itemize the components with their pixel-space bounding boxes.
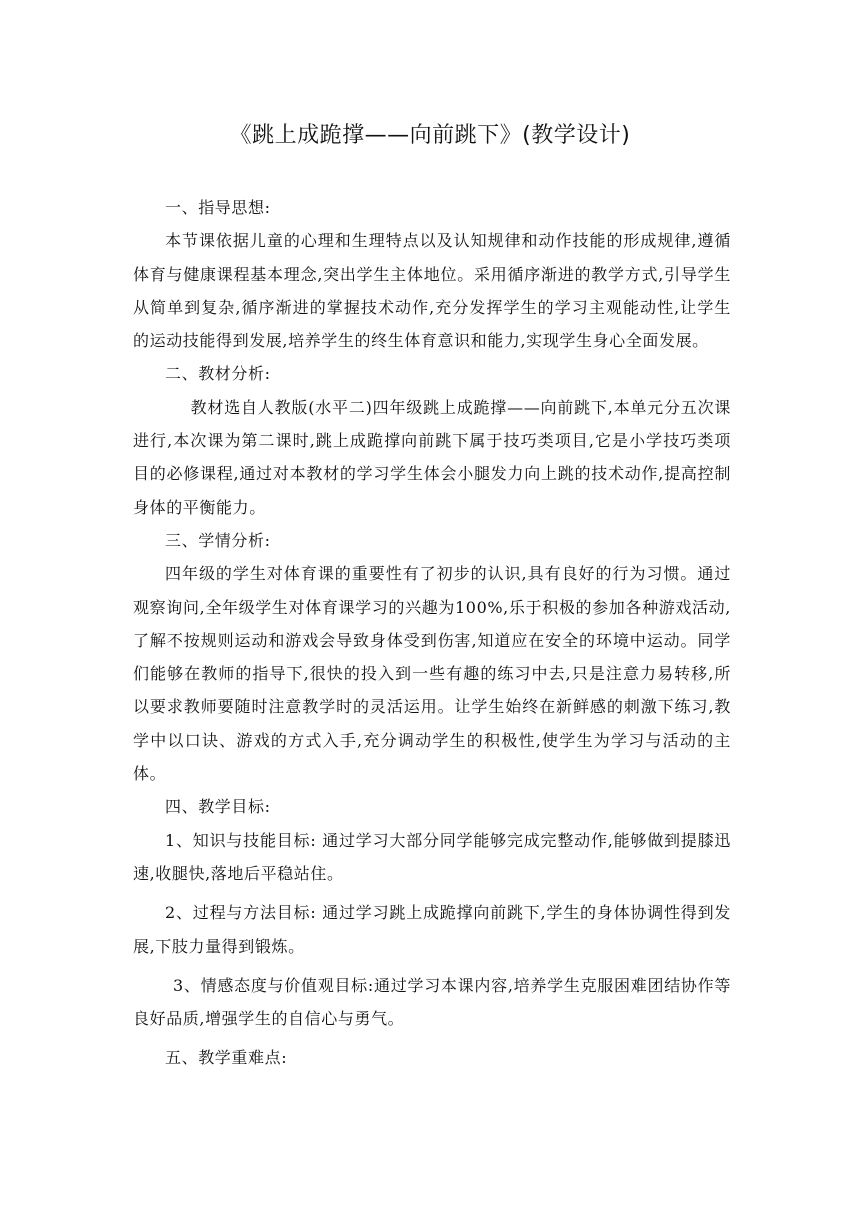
document-title: 《跳上成跪撑——向前跳下》(教学设计)	[229, 123, 631, 148]
section-heading-learner-analysis: 三、学情分析:	[165, 530, 271, 550]
section-heading-key-difficulties: 五、教学重难点:	[165, 1048, 288, 1068]
paragraph-guiding-thought: 本节课依据儿童的心理和生理特点以及认知规律和动作技能的形成规律,遵循体育与健康课程基本理念,突出学生主体地位。采用循序渐进的教学方式,引导学生从简单到复杂,循序渐进的掌握技术动作,充分发挥学生的学习主观能动性,让学生的运动技能得到发展,培养学生的终生体育意识和能力,实现学生身心全面发展。	[133, 231, 731, 351]
goal-emotion-values: 3、情感态度与价值观目标:通过学习本课内容,培养学生克服困难团结协作等良好品质,增强学生的自信心与勇气。	[133, 975, 731, 1029]
section-heading-teaching-goals: 四、教学目标:	[165, 797, 271, 817]
paragraph-material-analysis: 教材选自人教版(水平二)四年级跳上成跪撑——向前跳下,本单元分五次课进行,本次课为第二课时,跳上成跪撑向前跳下属于技巧类项目,它是小学技巧类项目的必修课程,通过对本教材的学习学生体会小腿发力向上跳的技术动作,提高控制身体的平衡能力。	[133, 397, 731, 517]
section-heading-guiding-thought: 一、指导思想:	[165, 198, 271, 217]
goal-knowledge-skills: 1、知识与技能目标: 通过学习大部分同学能够完成完整动作,能够做到提膝迅速,收腿快,落地后平稳站住。	[133, 830, 731, 883]
goal-process-methods: 2、过程与方法目标: 通过学习跳上成跪撑向前跳下,学生的身体协调性得到发展,下肢力量得到锻炼。	[133, 903, 731, 956]
document-body	[133, 191, 731, 1075]
section-heading-material-analysis: 二、教材分析:	[165, 364, 271, 384]
paragraph-learner-analysis: 四年级的学生对体育课的重要性有了初步的认识,具有良好的行为习惯。通过观察询问,全年级学生对体育课学习的兴趣为100%,乐于积极的参加各种游戏活动,了解不按规则运动和游戏会导致身体受到伤害,知道应在安全的环境中运动。同学们能够在教师的指导下,很快的投入到一些有趣的练习中去,只是注意力易转移,所以要求教师要随时注意教学时的灵活运用。让学生始终在新鲜感的刺激下练习,教学中以口诀、游戏的方式入手,充分调动学生的积极性,使学生为学习与活动的主体。	[133, 564, 731, 784]
